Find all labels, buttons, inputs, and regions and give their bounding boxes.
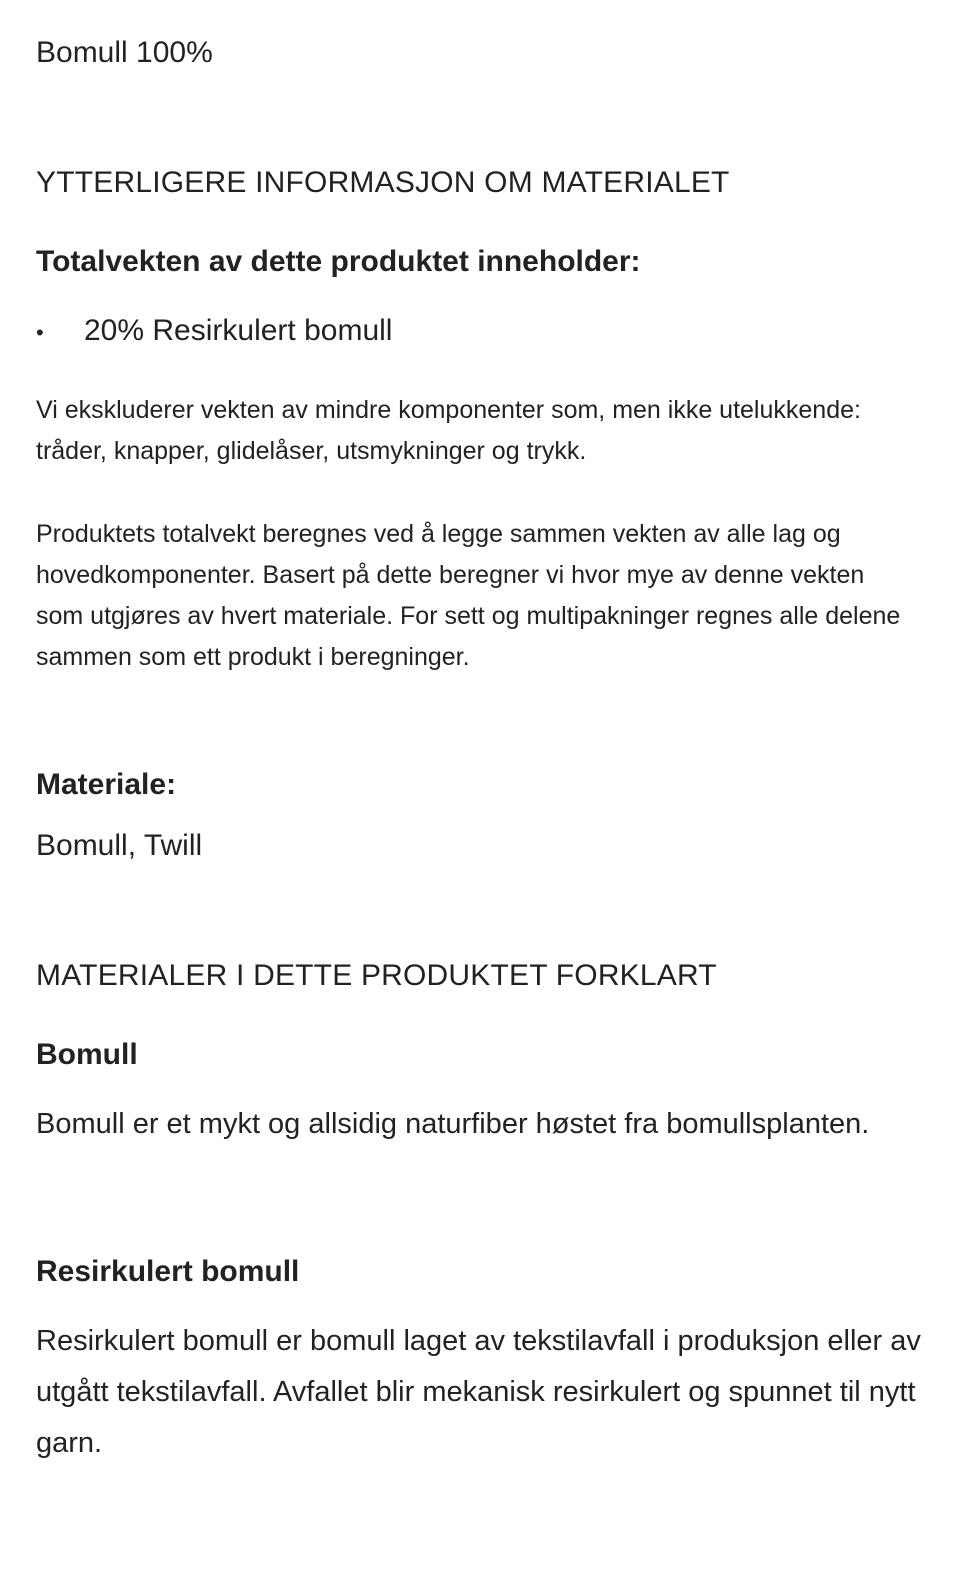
list-item (36, 313, 392, 353)
bullet-text: 20% Resirkulert bomull (84, 314, 393, 347)
material-value: Bomull, Twill (36, 829, 203, 862)
additional-info-heading: YTTERLIGERE INFORMASJON OM MATERIALET (36, 166, 730, 199)
material-title-resirkulert-bomull: Resirkulert bomull (36, 1255, 300, 1288)
material-title-bomull: Bomull (36, 1038, 138, 1071)
material-description-resirkulert-bomull: Resirkulert bomull er bomull laget av tekstilavfall i produksjon eller av utgått tekstilavfall. Avfallet blir mekanisk resirkulert og spunnet til nytt garn. (36, 1325, 921, 1459)
exclusion-note: Vi ekskluderer vekten av mindre komponenter som, men ikke utelukkende: tråder, knapper, glidelåser, utsmykninger og trykk. (36, 396, 861, 465)
material-label: Materiale: (36, 768, 177, 801)
material-description-bomull: Bomull er et mykt og allsidig naturfiber høstet fra bomullsplanten. (36, 1108, 870, 1140)
composition-text: Bomull 100% (36, 36, 213, 69)
bullet-icon: • (36, 320, 44, 345)
total-weight-heading: Totalvekten av dette produktet inneholder: (36, 245, 641, 278)
calculation-note: Produktets totalvekt beregnes ved å legge sammen vekten av alle lag og hovedkomponenter. Basert på dette beregner vi hvor mye av denne vekten som utgjøres av hvert materiale. For sett og multipakninger regnes alle delene sammen som ett produkt i beregninger. (36, 520, 901, 671)
materials-explained-heading: MATERIALER I DETTE PRODUKTET FORKLART (36, 959, 717, 992)
